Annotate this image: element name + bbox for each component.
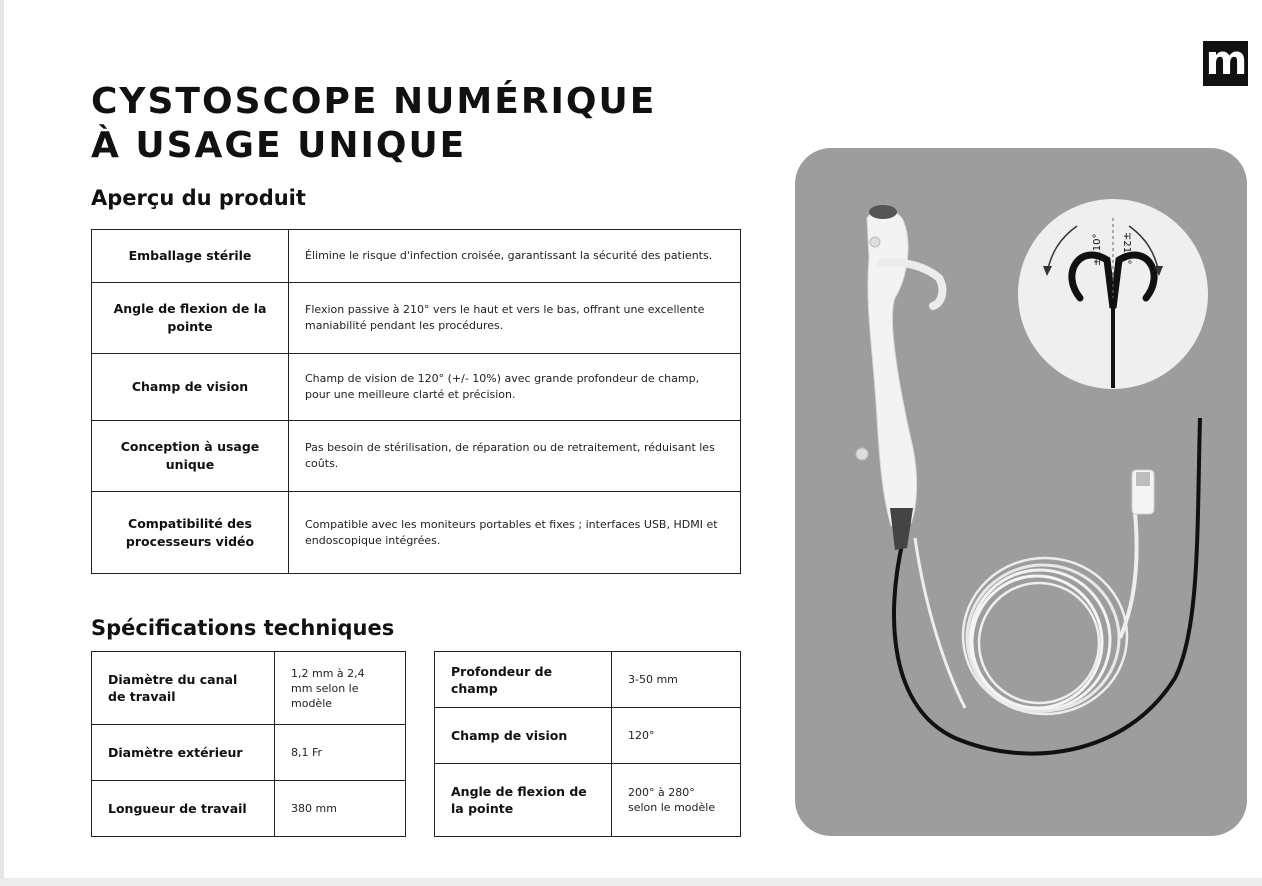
spec-key: Champ de vision [435,708,612,764]
cable [915,538,965,708]
usb-connector [1136,472,1150,486]
spec-key: Diamètre du canal de travail [92,652,275,725]
table-row [435,708,741,764]
row-description: Pas besoin de stérilisation, de réparation ou de retraitement, réduisant les coûts. [289,421,741,492]
brand-logo: m [1203,41,1248,86]
specs-heading: Spécifications techniques [91,616,395,640]
table-row [92,781,406,837]
row-label: Angle de flexion de la pointe [92,283,289,354]
row-label: Compatibilité des processeurs vidéo [92,492,289,574]
spec-key: Profondeur de champ [435,652,612,708]
title-line-1: CYSTOSCOPE NUMÉRIQUE [91,81,657,122]
table-row [435,764,741,837]
row-label: Emballage stérile [92,230,289,283]
cable [1120,513,1137,638]
table-row [92,725,406,781]
port-cap [856,448,868,460]
row-label: Conception à usage unique [92,421,289,492]
handle-top [869,205,897,219]
specs-table-right [434,651,741,837]
row-description: Champ de vision de 120° (+/- 10%) avec grande profondeur de champ, pour une meilleure clarté et précision. [289,354,741,421]
overview-heading: Aperçu du produit [91,186,306,210]
row-label: Champ de vision [92,354,289,421]
overview-table [91,229,741,574]
cable-coil [972,576,1102,708]
spec-value: 380 mm [275,781,406,837]
table-row [92,652,406,725]
spec-key: Angle de flexion de la pointe [435,764,612,837]
handle-collar [890,508,913,550]
row-description: Flexion passive à 210° vers le haut et vers le bas, offrant une excellente maniabilité pendant les procédures. [289,283,741,354]
row-description: Compatible avec les moniteurs portables et fixes ; interfaces USB, HDMI et endoscopique intégrées. [289,492,741,574]
table-row [92,421,741,492]
specs-table-left [91,651,406,837]
page-edge [0,0,4,886]
spec-value: 120° [612,708,741,764]
spec-value: 1,2 mm à 2,4 mm selon le modèle [275,652,406,725]
table-row [435,652,741,708]
cystoscope-illustration [795,148,1247,836]
spec-value: 8,1 Fr [275,725,406,781]
spec-value: 3-50 mm [612,652,741,708]
angle-label-down: ∓210° [1121,232,1132,265]
spec-value: 200° à 280° selon le modèle [612,764,741,837]
row-description: Élimine le risque d'infection croisée, garantissant la sécurité des patients. [289,230,741,283]
page-edge [0,878,1262,886]
table-row [92,354,741,421]
product-photo-panel [795,148,1247,836]
spec-key: Longueur de travail [92,781,275,837]
table-row [92,492,741,574]
cystoscope-handle [867,210,917,526]
page-title [91,80,656,168]
title-line-2: À USAGE UNIQUE [91,125,467,166]
cable-coil [979,583,1099,703]
spec-key: Diamètre extérieur [92,725,275,781]
angle-label-up: ±210° [1092,233,1103,266]
port-cap [870,237,880,247]
table-row [92,230,741,283]
table-row [92,283,741,354]
